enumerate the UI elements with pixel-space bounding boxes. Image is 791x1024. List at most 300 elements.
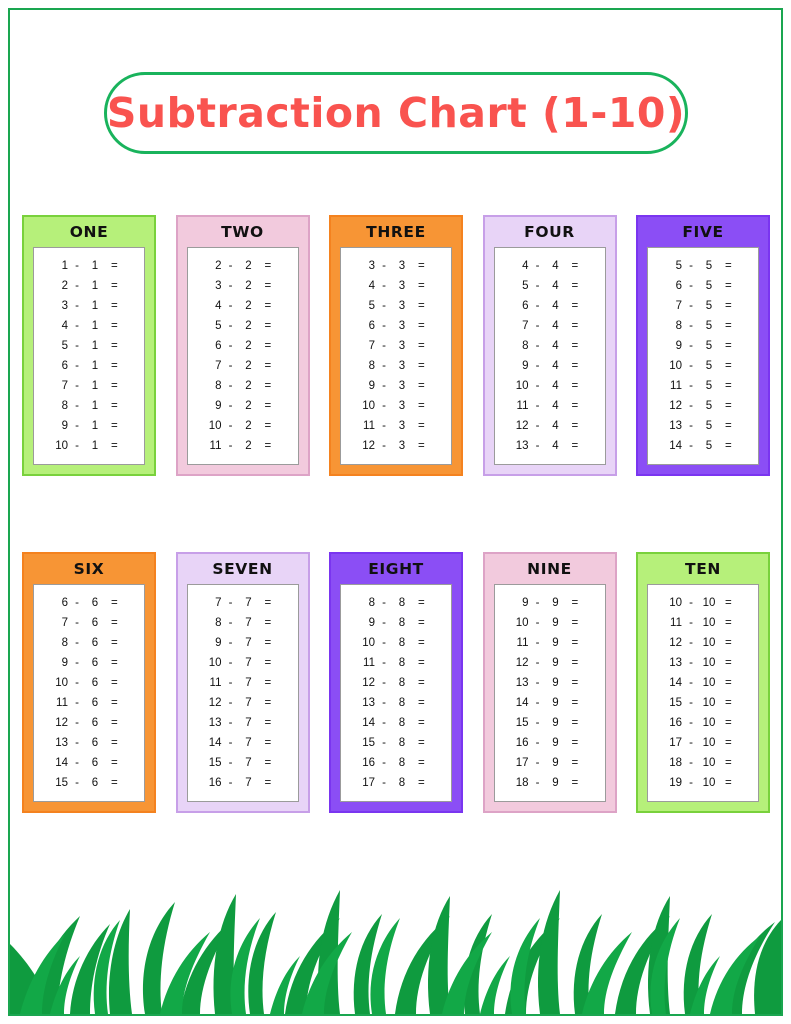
equals-sign: = <box>111 380 118 392</box>
minuend: 12 <box>208 697 222 709</box>
minus-operator: - <box>689 617 693 629</box>
equation-row <box>34 396 144 416</box>
equation-row <box>188 296 298 316</box>
minus-operator: - <box>382 260 386 272</box>
table-title: NINE <box>527 560 572 578</box>
equals-sign: = <box>418 617 425 629</box>
subtrahend: 7 <box>245 697 252 709</box>
equals-sign: = <box>418 420 425 432</box>
equals-sign: = <box>418 677 425 689</box>
equation-row <box>495 316 605 336</box>
equation-row <box>34 773 144 793</box>
subtrahend: 3 <box>398 380 406 392</box>
subtrahend: 8 <box>398 597 406 609</box>
minus-operator: - <box>75 697 79 709</box>
equation-row <box>34 633 144 653</box>
equation-row <box>188 693 298 713</box>
equation-row <box>34 356 144 376</box>
minuend: 13 <box>362 697 375 709</box>
equation-row <box>34 593 144 613</box>
subtrahend: 1 <box>91 340 99 352</box>
equals-sign: = <box>725 617 732 629</box>
equation-row <box>188 773 298 793</box>
minuend: 5 <box>61 340 68 352</box>
minus-operator: - <box>535 717 540 729</box>
subtrahend: 2 <box>245 300 252 312</box>
equals-sign: = <box>418 657 425 669</box>
equation-row <box>341 336 451 356</box>
equation-row <box>341 733 451 753</box>
minuend: 10 <box>669 360 682 372</box>
minus-operator: - <box>689 777 693 789</box>
equation-row <box>34 336 144 356</box>
equals-sign: = <box>264 757 272 769</box>
minuend: 15 <box>208 757 222 769</box>
equation-row <box>341 633 451 653</box>
minuend: 4 <box>368 280 375 292</box>
equals-sign: = <box>264 400 272 412</box>
equation-row <box>495 713 605 733</box>
equals-sign: = <box>264 420 272 432</box>
equation-row <box>341 653 451 673</box>
equals-sign: = <box>111 320 118 332</box>
minus-operator: - <box>535 657 540 669</box>
minuend: 7 <box>215 360 222 372</box>
subtrahend: 1 <box>91 400 99 412</box>
equals-sign: = <box>111 300 118 312</box>
minus-operator: - <box>689 737 693 749</box>
minus-operator: - <box>228 757 233 769</box>
minuend: 16 <box>515 737 529 749</box>
equation-row <box>188 336 298 356</box>
minuend: 10 <box>55 440 68 452</box>
minus-operator: - <box>689 697 693 709</box>
subtrahend: 10 <box>702 617 716 629</box>
minuend: 8 <box>215 380 222 392</box>
table-body <box>494 247 606 465</box>
minuend: 8 <box>522 340 529 352</box>
minus-operator: - <box>75 340 79 352</box>
equation-row <box>495 753 605 773</box>
equals-sign: = <box>571 677 579 689</box>
subtrahend: 9 <box>552 617 559 629</box>
minuend: 12 <box>515 657 529 669</box>
subtrahend: 2 <box>245 440 252 452</box>
equals-sign: = <box>725 677 732 689</box>
minus-operator: - <box>535 320 540 332</box>
subtrahend: 3 <box>398 400 406 412</box>
equals-sign: = <box>418 400 425 412</box>
equals-sign: = <box>571 400 579 412</box>
table-body <box>340 584 452 802</box>
equals-sign: = <box>264 617 272 629</box>
equation-row <box>648 593 758 613</box>
equation-row <box>648 256 758 276</box>
subtrahend: 7 <box>245 757 252 769</box>
subtrahend: 2 <box>245 360 252 372</box>
table-title: SIX <box>73 560 105 578</box>
equation-row <box>34 436 144 456</box>
equals-sign: = <box>111 697 118 709</box>
equals-sign: = <box>418 597 425 609</box>
minuend: 11 <box>209 677 222 689</box>
equation-row <box>341 316 451 336</box>
equals-sign: = <box>111 280 118 292</box>
minuend: 10 <box>208 420 222 432</box>
minuend: 9 <box>522 597 529 609</box>
subtraction-table-seven <box>176 552 310 813</box>
minuend: 7 <box>522 320 529 332</box>
subtrahend: 8 <box>398 777 406 789</box>
minuend: 18 <box>669 757 682 769</box>
minus-operator: - <box>382 777 386 789</box>
subtrahend: 1 <box>91 320 99 332</box>
minuend: 8 <box>215 617 222 629</box>
equals-sign: = <box>725 280 732 292</box>
equals-sign: = <box>571 320 579 332</box>
equals-sign: = <box>571 777 579 789</box>
subtrahend: 5 <box>705 280 713 292</box>
minuend: 11 <box>516 400 529 412</box>
minus-operator: - <box>689 657 693 669</box>
equation-row <box>495 396 605 416</box>
minus-operator: - <box>228 697 233 709</box>
equation-row <box>495 673 605 693</box>
subtraction-table-one <box>22 215 156 476</box>
minus-operator: - <box>228 617 233 629</box>
equation-row <box>495 733 605 753</box>
equation-row <box>188 396 298 416</box>
minus-operator: - <box>228 280 233 292</box>
minus-operator: - <box>689 717 693 729</box>
equals-sign: = <box>264 657 272 669</box>
equation-row <box>648 773 758 793</box>
equals-sign: = <box>725 420 732 432</box>
subtrahend: 4 <box>552 420 559 432</box>
equals-sign: = <box>725 400 732 412</box>
equals-sign: = <box>571 440 579 452</box>
equation-row <box>341 376 451 396</box>
equation-row <box>188 436 298 456</box>
equals-sign: = <box>725 597 732 609</box>
minuend: 11 <box>670 380 682 392</box>
equation-row <box>34 713 144 733</box>
subtrahend: 4 <box>552 360 559 372</box>
equals-sign: = <box>418 320 425 332</box>
minuend: 10 <box>362 637 375 649</box>
minuend: 13 <box>669 420 682 432</box>
equation-row <box>34 673 144 693</box>
subtrahend: 3 <box>398 300 406 312</box>
minus-operator: - <box>228 300 233 312</box>
equation-row <box>495 436 605 456</box>
subtraction-table-three <box>329 215 463 476</box>
minus-operator: - <box>535 380 540 392</box>
minus-operator: - <box>535 340 540 352</box>
subtrahend: 2 <box>245 420 252 432</box>
subtrahend: 8 <box>398 617 406 629</box>
minus-operator: - <box>689 757 693 769</box>
subtrahend: 7 <box>245 717 252 729</box>
equation-row <box>34 296 144 316</box>
subtrahend: 5 <box>705 400 713 412</box>
equation-row <box>34 693 144 713</box>
subtrahend: 5 <box>705 440 713 452</box>
minus-operator: - <box>689 677 693 689</box>
equals-sign: = <box>725 757 732 769</box>
equals-sign: = <box>111 440 118 452</box>
minus-operator: - <box>75 260 79 272</box>
minuend: 19 <box>669 777 682 789</box>
equals-sign: = <box>418 777 425 789</box>
subtrahend: 1 <box>91 360 99 372</box>
subtrahend: 3 <box>398 260 406 272</box>
equals-sign: = <box>418 757 425 769</box>
equation-row <box>648 713 758 733</box>
table-body <box>340 247 452 465</box>
minus-operator: - <box>382 677 386 689</box>
subtrahend: 8 <box>398 737 406 749</box>
minuend: 11 <box>516 637 529 649</box>
subtrahend: 1 <box>91 420 99 432</box>
minus-operator: - <box>382 400 386 412</box>
minuend: 6 <box>61 597 68 609</box>
minuend: 11 <box>363 420 375 432</box>
subtrahend: 2 <box>245 400 252 412</box>
minuend: 12 <box>362 677 375 689</box>
minuend: 17 <box>515 757 529 769</box>
minuend: 16 <box>362 757 375 769</box>
equation-row <box>648 356 758 376</box>
minus-operator: - <box>228 657 233 669</box>
equals-sign: = <box>725 737 732 749</box>
minuend: 4 <box>215 300 222 312</box>
equation-row <box>495 613 605 633</box>
equals-sign: = <box>418 260 425 272</box>
minuend: 8 <box>368 597 375 609</box>
minuend: 2 <box>215 260 222 272</box>
minus-operator: - <box>382 737 386 749</box>
minuend: 17 <box>669 737 682 749</box>
equals-sign: = <box>725 320 732 332</box>
minus-operator: - <box>228 340 233 352</box>
equals-sign: = <box>264 597 272 609</box>
subtrahend: 9 <box>552 657 559 669</box>
equation-row <box>341 593 451 613</box>
equals-sign: = <box>418 637 425 649</box>
minus-operator: - <box>228 597 233 609</box>
table-title: FOUR <box>524 223 575 241</box>
minuend: 13 <box>208 717 222 729</box>
minus-operator: - <box>689 597 693 609</box>
equals-sign: = <box>571 260 579 272</box>
minus-operator: - <box>75 420 79 432</box>
subtrahend: 1 <box>91 380 99 392</box>
equation-row <box>648 316 758 336</box>
minus-operator: - <box>228 637 233 649</box>
minuend: 14 <box>669 677 682 689</box>
minus-operator: - <box>228 260 233 272</box>
minuend: 9 <box>215 637 222 649</box>
subtraction-table-five <box>636 215 770 476</box>
grass-decoration <box>10 824 781 1014</box>
minuend: 5 <box>215 320 222 332</box>
equals-sign: = <box>111 260 118 272</box>
minuend: 10 <box>515 380 529 392</box>
minuend: 12 <box>669 400 682 412</box>
equals-sign: = <box>571 360 579 372</box>
minuend: 14 <box>362 717 375 729</box>
table-title: TEN <box>685 560 721 578</box>
subtrahend: 6 <box>91 597 99 609</box>
equation-row <box>341 773 451 793</box>
equation-row <box>648 753 758 773</box>
subtrahend: 5 <box>705 380 713 392</box>
minus-operator: - <box>75 657 79 669</box>
equals-sign: = <box>571 300 579 312</box>
subtrahend: 5 <box>705 300 713 312</box>
minuend: 15 <box>55 777 68 789</box>
equals-sign: = <box>725 440 732 452</box>
equals-sign: = <box>418 280 425 292</box>
minuend: 7 <box>368 340 375 352</box>
table-row-top <box>22 215 770 476</box>
minus-operator: - <box>228 440 233 452</box>
equals-sign: = <box>111 360 118 372</box>
equation-row <box>188 356 298 376</box>
minuend: 9 <box>368 617 375 629</box>
minus-operator: - <box>382 280 386 292</box>
minuend: 7 <box>215 597 222 609</box>
minuend: 17 <box>362 777 375 789</box>
minus-operator: - <box>535 697 540 709</box>
subtrahend: 7 <box>245 737 252 749</box>
minuend: 12 <box>55 717 68 729</box>
equals-sign: = <box>571 717 579 729</box>
equals-sign: = <box>264 380 272 392</box>
equals-sign: = <box>571 637 579 649</box>
equation-row <box>648 613 758 633</box>
minus-operator: - <box>535 420 540 432</box>
minus-operator: - <box>75 400 79 412</box>
equals-sign: = <box>264 697 272 709</box>
minus-operator: - <box>382 380 386 392</box>
minuend: 10 <box>515 617 529 629</box>
minus-operator: - <box>75 300 79 312</box>
equals-sign: = <box>725 260 732 272</box>
equals-sign: = <box>111 597 118 609</box>
equation-row <box>648 376 758 396</box>
subtrahend: 3 <box>398 340 406 352</box>
equals-sign: = <box>571 280 579 292</box>
equals-sign: = <box>571 380 579 392</box>
subtrahend: 2 <box>245 260 252 272</box>
equation-row <box>341 396 451 416</box>
equals-sign: = <box>111 717 118 729</box>
table-body <box>33 584 145 802</box>
minuend: 8 <box>368 360 375 372</box>
subtrahend: 10 <box>702 717 716 729</box>
minus-operator: - <box>689 280 693 292</box>
subtrahend: 7 <box>245 637 252 649</box>
equals-sign: = <box>725 360 732 372</box>
minus-operator: - <box>535 260 540 272</box>
equals-sign: = <box>264 260 272 272</box>
equation-row <box>648 296 758 316</box>
equals-sign: = <box>571 420 579 432</box>
equation-row <box>648 733 758 753</box>
minuend: 15 <box>362 737 375 749</box>
equals-sign: = <box>418 300 425 312</box>
subtrahend: 5 <box>705 320 713 332</box>
subtrahend: 8 <box>398 697 406 709</box>
table-title: ONE <box>69 223 109 241</box>
minus-operator: - <box>382 440 386 452</box>
equation-row <box>188 376 298 396</box>
equation-row <box>341 416 451 436</box>
subtrahend: 6 <box>91 777 99 789</box>
minuend: 10 <box>208 657 222 669</box>
subtrahend: 9 <box>552 717 559 729</box>
minus-operator: - <box>535 597 540 609</box>
subtrahend: 6 <box>91 697 99 709</box>
minuend: 5 <box>522 280 529 292</box>
subtraction-table-eight <box>329 552 463 813</box>
minuend: 16 <box>669 717 682 729</box>
subtrahend: 5 <box>705 360 713 372</box>
minuend: 6 <box>368 320 375 332</box>
equals-sign: = <box>725 340 732 352</box>
equation-row <box>34 613 144 633</box>
equals-sign: = <box>418 697 425 709</box>
subtrahend: 1 <box>91 300 99 312</box>
minus-operator: - <box>75 440 79 452</box>
subtrahend: 3 <box>398 420 406 432</box>
subtrahend: 10 <box>702 777 716 789</box>
subtraction-table-four <box>483 215 617 476</box>
subtrahend: 4 <box>552 320 559 332</box>
equation-row <box>495 653 605 673</box>
minus-operator: - <box>535 777 540 789</box>
equals-sign: = <box>725 777 732 789</box>
subtrahend: 4 <box>552 380 559 392</box>
minuend: 14 <box>669 440 682 452</box>
equation-row <box>34 376 144 396</box>
minuend: 12 <box>669 637 682 649</box>
minus-operator: - <box>535 440 540 452</box>
equation-row <box>495 416 605 436</box>
equals-sign: = <box>725 717 732 729</box>
equation-row <box>341 613 451 633</box>
equation-row <box>495 276 605 296</box>
subtrahend: 6 <box>91 737 99 749</box>
equation-row <box>495 633 605 653</box>
equals-sign: = <box>571 657 579 669</box>
equals-sign: = <box>111 400 118 412</box>
equals-sign: = <box>264 677 272 689</box>
equals-sign: = <box>725 637 732 649</box>
equation-row <box>341 693 451 713</box>
equation-row <box>188 276 298 296</box>
table-body <box>494 584 606 802</box>
minus-operator: - <box>382 617 386 629</box>
minuend: 4 <box>522 260 529 272</box>
minus-operator: - <box>228 360 233 372</box>
minuend: 9 <box>368 380 375 392</box>
minus-operator: - <box>689 440 693 452</box>
title-box <box>104 72 688 154</box>
minus-operator: - <box>75 380 79 392</box>
